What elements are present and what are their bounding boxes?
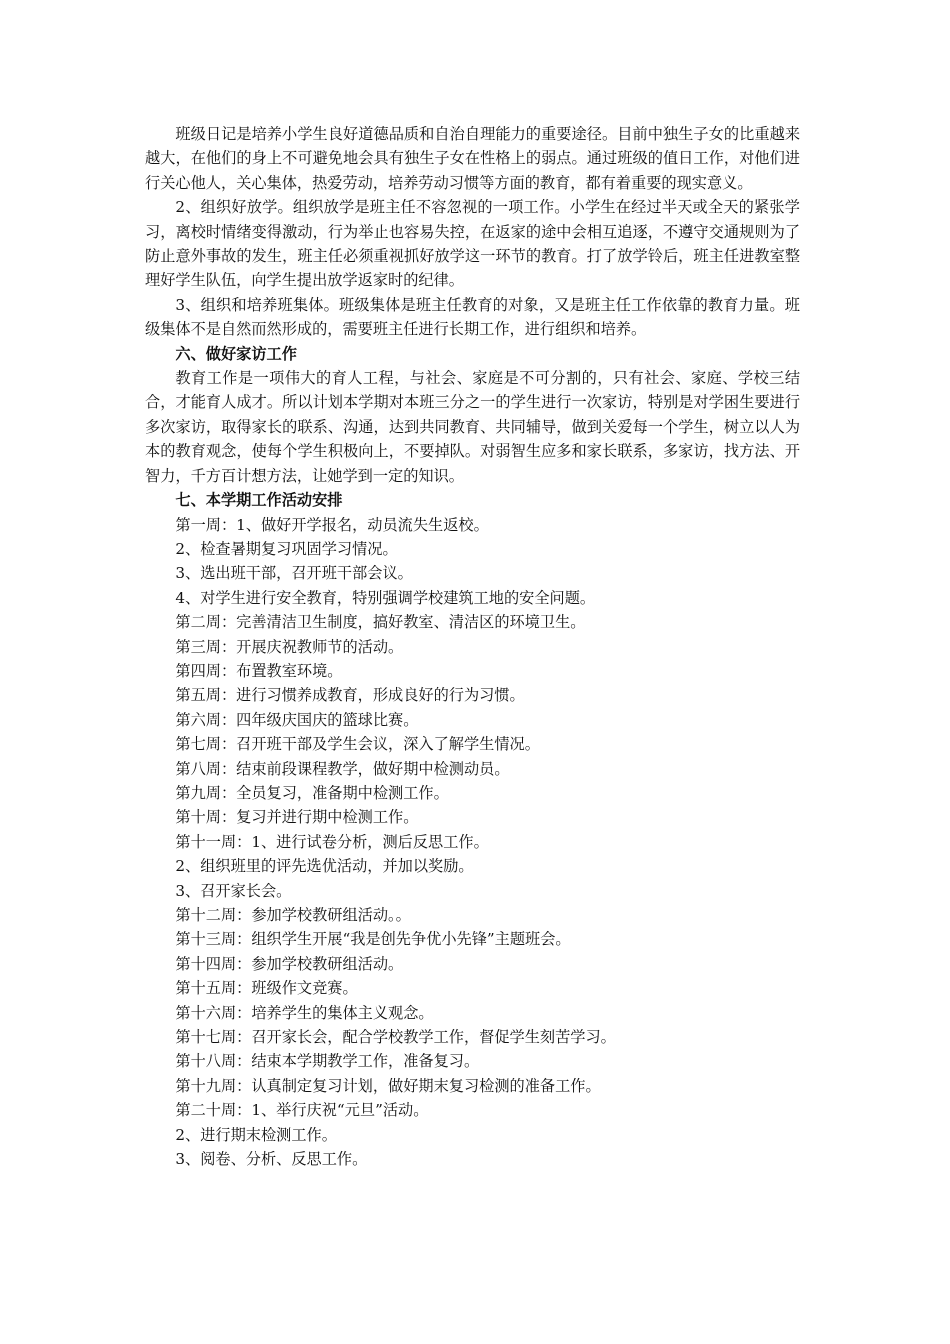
schedule-item: 3、召开家长会。 — [175, 881, 292, 900]
schedule-item: 第一周：1、做好开学报名，动员流失生返校。 — [175, 515, 489, 534]
paragraph-class-diary: 班级日记是培养小学生良好道德品质和自治自理能力的重要途径。目前中独生子女的比重越来越大，在他们的身上不可避免地会具有独生子女在性格上的弱点。通过班级的值日工作，对他们进行关心他人，关心集体，热爱劳动，培养劳动习惯等方面的教育，都有着重要的现实意义。 — [145, 125, 800, 192]
paragraph-dismissal: 2、组织好放学。组织放学是班主任不容忽视的一项工作。小学生在经过半天或全天的紧张学习，离校时情绪变得激动，行为举止也容易失控，在返家的途中会相互追逐，不遵守交通规则为了防止意外事故的发生，班主任必须重视抓好放学这一环节的教育。打了放学铃后，班主任进教室整理好学生队伍，向学生提出放学返家时的纪律。 — [145, 198, 800, 290]
schedule-item: 第十四周：参加学校教研组活动。 — [175, 954, 404, 973]
section6-paragraph: 教育工作是一项伟大的育人工程，与社会、家庭是不可分割的，只有社会、家庭、学校三结合，才能育人成才。所以计划本学期对本班三分之一的学生进行一次家访，特别是对学困生要进行多次家访，取得家长的联系、沟通，达到共同教育、共同辅导，做到关爱每一个学生，树立以人为本的教育观念，使每个学生积极向上，不要掉队。对弱智生应多和家长联系，多家访，找方法、开智力，千方百计想方法，让她学到一定的知识。 — [145, 369, 800, 485]
schedule-item: 4、对学生进行安全教育，特别强调学校建筑工地的安全问题。 — [175, 588, 596, 607]
schedule-item: 第五周：进行习惯养成教育，形成良好的行为习惯。 — [175, 686, 525, 705]
schedule-item: 第十二周：参加学校教研组活动。。 — [175, 906, 411, 924]
schedule-item: 第七周：召开班干部及学生会议，深入了解学生情况。 — [175, 735, 540, 754]
schedule-item: 第三周：开展庆祝教师节的活动。 — [175, 637, 404, 656]
schedule-item: 第十五周：班级作文竞赛。 — [175, 979, 358, 998]
schedule-item: 第十九周：认真制定复习计划，做好期末复习检测的准备工作。 — [175, 1076, 601, 1095]
schedule-item: 第十周：复习并进行期中检测工作。 — [175, 808, 419, 827]
paragraph-class-collective: 3、组织和培养班集体。班级集体是班主任教育的对象，又是班主任工作依靠的教育力量。班级集体不是自然而然形成的，需要班主任进行长期工作，进行组织和培养。 — [145, 295, 800, 339]
schedule-item: 第十一周：1、进行试卷分析，测后反思工作。 — [175, 832, 489, 851]
schedule-item: 第二周：完善清洁卫生制度，搞好教室、清洁区的环境卫生。 — [175, 613, 586, 632]
schedule-list — [145, 513, 800, 1172]
schedule-item: 3、选出班干部，召开班干部会议。 — [175, 564, 413, 583]
schedule-item: 第十三周：组织学生开展“我是创先争优小先锋”主题班会。 — [175, 930, 571, 949]
schedule-item: 第十七周：召开家长会，配合学校教学工作，督促学生刻苦学习。 — [175, 1028, 616, 1047]
schedule-item: 2、进行期末检测工作。 — [175, 1125, 337, 1144]
section6-heading: 六、做好家访工作 — [175, 344, 297, 363]
schedule-item: 第四周：布置教室环境。 — [175, 661, 343, 680]
schedule-item: 第十八周：结束本学期教学工作，准备复习。 — [175, 1052, 480, 1071]
schedule-item: 第八周：结束前段课程教学，做好期中检测动员。 — [175, 759, 510, 778]
schedule-item: 3、阅卷、分析、反思工作。 — [175, 1150, 368, 1169]
schedule-item: 2、组织班里的评先选优活动，并加以奖励。 — [175, 857, 474, 876]
schedule-item: 第二十周：1、举行庆祝“元旦”活动。 — [175, 1101, 429, 1120]
schedule-item: 第九周：全员复习，准备期中检测工作。 — [175, 783, 449, 802]
schedule-item: 第十六周：培养学生的集体主义观念。 — [175, 1003, 434, 1022]
schedule-item: 第六周：四年级庆国庆的篮球比赛。 — [175, 710, 419, 729]
section7-heading: 七、本学期工作活动安排 — [175, 491, 343, 510]
schedule-item: 2、检查暑期复习巩固学习情况。 — [175, 539, 398, 558]
